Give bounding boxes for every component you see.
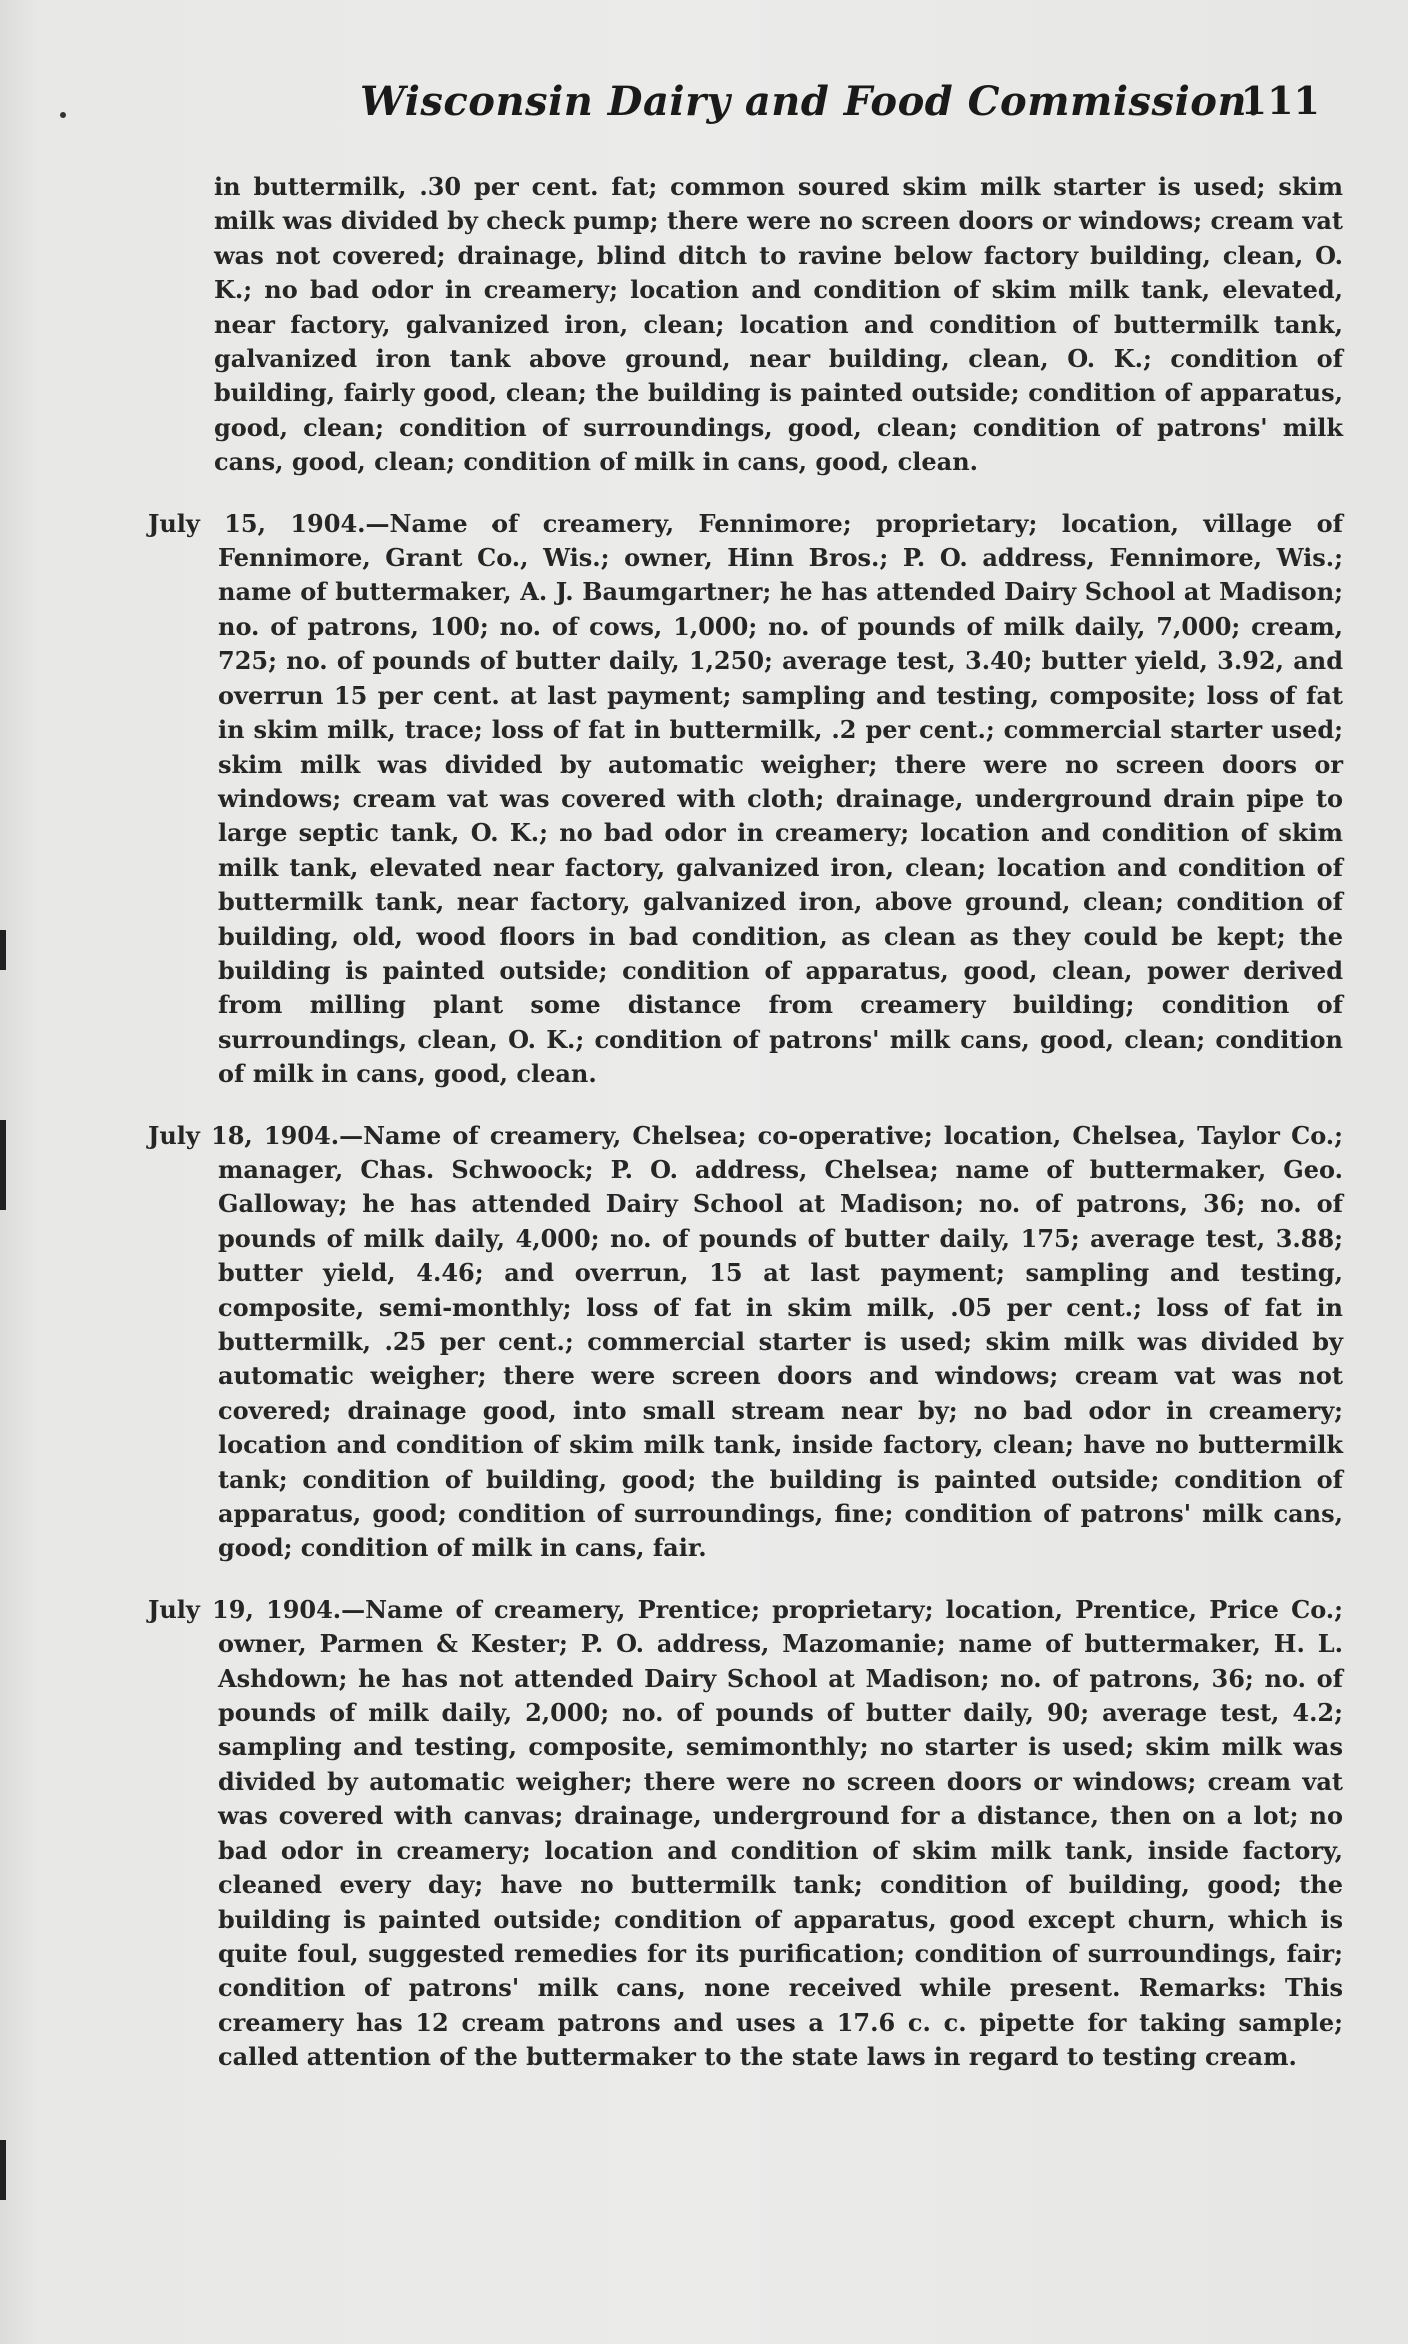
entry-prentice: July 19, 1904.—Name of creamery, Prentice; proprietary; location, Prentice, Price Co.; owner, Parmen & Kester; P. O. address, Mazomanie; name of buttermaker, H. L. Ashdown; he has not attended Dairy School at Madison; no. of patrons, 36; no. of pounds of milk daily, 2,000; no. of pounds of butter daily, 90; average test, 4.2; sampling and testing, composite, semimonthly; no starter is used; skim milk was divided by automatic weigher; there were no screen doors or windows; cream vat was covered with canvas; drainage, underground for a distance, then on a lot; no bad odor in creamery; location and condition of skim milk tank, inside factory, cleaned every day; have no buttermilk tank; condition of building, good; the building is painted outside; condition of apparatus, good except churn, which is quite foul, suggested remedies for its purification; condition of surroundings, fair; condition of patrons' milk cans, none received while present. Remarks: This creamery has 12 cream patrons and uses a 17.6 c. c. pipette for taking sample; called attention of the buttermaker to the state laws in regard to testing cream. bbox=[148, 1594, 1343, 2072]
page-header bbox=[150, 78, 1340, 138]
binding-shadow bbox=[0, 1120, 6, 1210]
body-text bbox=[148, 170, 1343, 2102]
paragraph-continuation: in buttermilk, .30 per cent. fat; common soured skim milk starter is used; skim milk was divided by check pump; there were no screen doors or windows; cream vat was not covered; drainage, blind ditch to ravine below factory building, clean, O. K.; no bad odor in creamery; location and condition of skim milk tank, elevated, near factory, galvanized iron, clean; location and condition of buttermilk tank, galvanized iron tank above ground, near building, clean, O. K.; condition of building, fairly good, clean; the building is painted outside; condition of apparatus, good, clean; condition of surroundings, good, clean; condition of patrons' milk cans, good, clean; condition of milk in cans, good, clean. bbox=[214, 172, 1343, 477]
running-title: Wisconsin Dairy and Food Commission. bbox=[360, 78, 1262, 125]
print-speck bbox=[60, 112, 66, 118]
binding-shadow bbox=[0, 2140, 6, 2200]
binding-shadow bbox=[0, 930, 6, 970]
entry-fennimore: July 15, 1904.—Name of creamery, Fennimore; proprietary; location, village of Fennimore, Grant Co., Wis.; owner, Hinn Bros.; P. O. address, Fennimore, Wis.; name of buttermaker, A. J. Baumgartner; he has attended Dairy School at Madison; no. of patrons, 100; no. of cows, 1,000; no. of pounds of milk daily, 7,000; cream, 725; no. of pounds of butter daily, 1,250; average test, 3.40; butter yield, 3.92, and overrun 15 per cent. at last payment; sampling and testing, composite; loss of fat in skim milk, trace; loss of fat in buttermilk, .2 per cent.; commercial starter used; skim milk was divided by automatic weigher; there were no screen doors or windows; cream vat was covered with cloth; drainage, underground drain pipe to large septic tank, O. K.; no bad odor in creamery; location and condition of skim milk tank, elevated near factory, galvanized iron, clean; location and condition of buttermilk tank, near factory, galvanized iron, above ground, clean; condition of building, old, wood floors in bad condition, as clean as they could be kept; the building is painted outside; condition of apparatus, good, clean, power derived from milling plant some distance from creamery building; condition of surroundings, clean, O. K.; condition of patrons' milk cans, good, clean; condition of milk in cans, good, clean. bbox=[148, 508, 1343, 1089]
entry-chelsea: July 18, 1904.—Name of creamery, Chelsea; co-operative; location, Chelsea, Taylor Co.; manager, Chas. Schwoock; P. O. address, Chelsea; name of buttermaker, Geo. Galloway; he has attended Dairy School at Madison; no. of patrons, 36; no. of pounds of milk daily, 4,000; no. of pounds of butter daily, 175; average test, 3.88; butter yield, 4.46; and overrun, 15 at last payment; sampling and testing, composite, semi-monthly; loss of fat in skim milk, .05 per cent.; loss of fat in buttermilk, .25 per cent.; commercial starter is used; skim milk was divided by automatic weigher; there were screen doors and windows; cream vat was not covered; drainage good, into small stream near by; no bad odor in creamery; location and condition of skim milk tank, inside factory, clean; have no buttermilk tank; condition of building, good; the building is painted outside; condition of apparatus, good; condition of surroundings, fine; condition of patrons' milk cans, good; condition of milk in cans, fair. bbox=[148, 1120, 1343, 1563]
page-number: 111 bbox=[1240, 78, 1320, 123]
